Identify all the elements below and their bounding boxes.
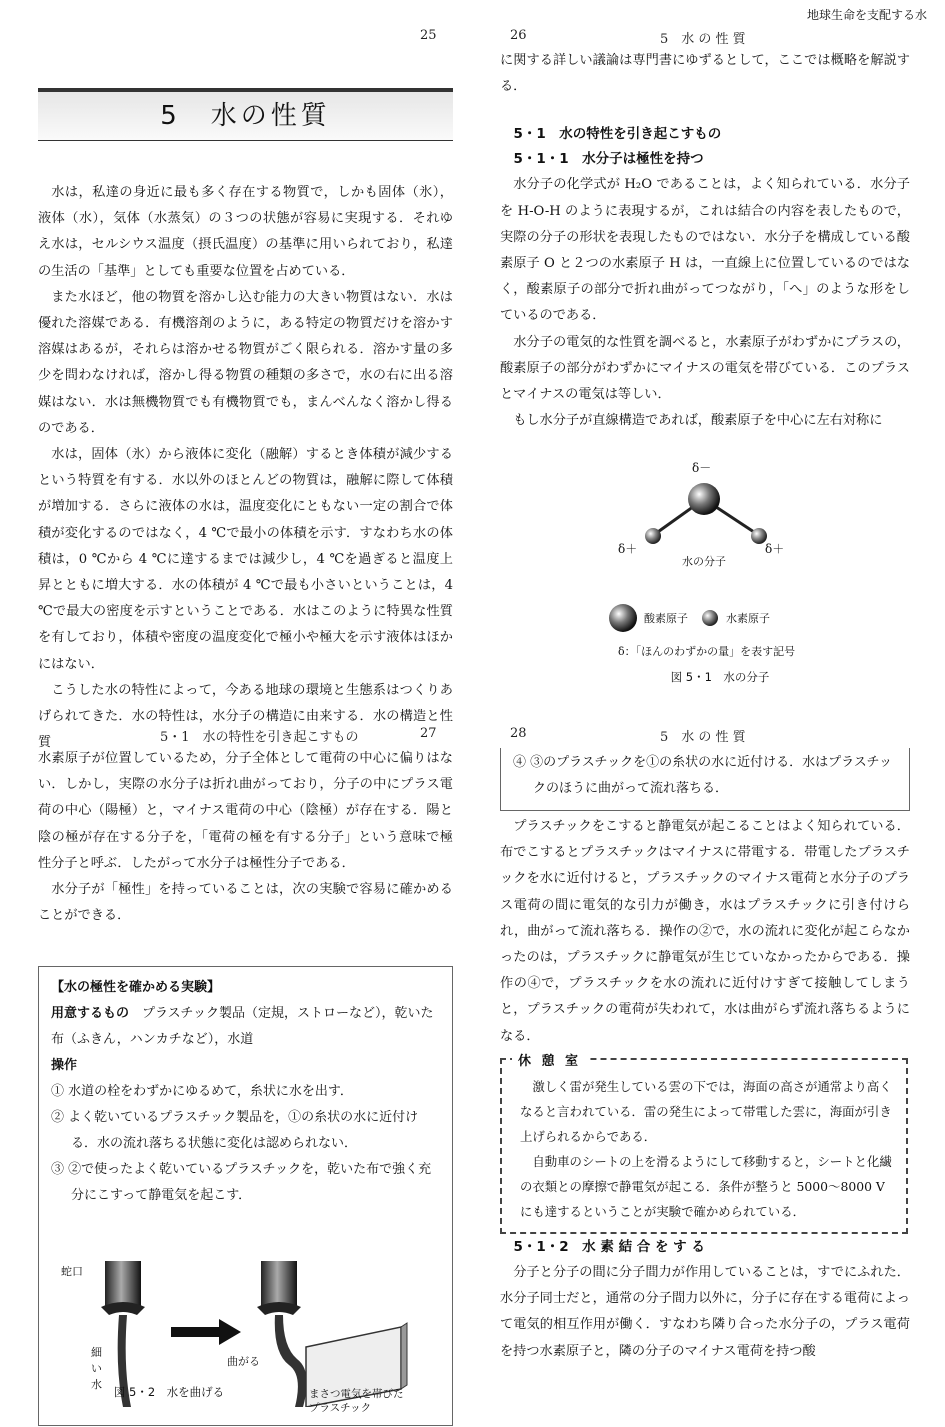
paragraph: 激しく雷が発生している雲の下では，海面の高さが通常より高くなると言われている．雷の発生によって帯電した雲に，海面が引き上げられるからである．	[520, 1079, 892, 1144]
delta-minus-label: δ－	[692, 461, 712, 475]
paragraph: こうした水の特性によって，今ある地球の環境と生態系はつくりあげられてきた．水の特性は，水分子の構造に由来する．水の構造と性質	[38, 682, 453, 751]
paragraph: もし水分子が直線構造であれば，酸素原子を中心に左右対称に	[513, 413, 883, 429]
paragraph: また水ほど，他の物質を溶かし込む能力の大きい物質はない．水は優れた溶媒である．有機溶剤のように，ある特定の物質だけを溶かす溶媒はあるが，それらは溶かせる物質がごく限られる．溶かす量の多少を問わなければ，溶かし得る物質の種類の多さで，水の右に出る溶媒はない．水は無機物質でも有機物質でも，まんべんなく溶かし得るのである．	[38, 289, 453, 436]
bend-label: 曲がる	[227, 1355, 260, 1368]
experiment-box	[38, 966, 453, 1426]
hydrogen-legend-icon	[700, 608, 720, 628]
paragraph: 水は，私達の身近に最も多く存在する物質で，しかも固体（氷），液体（水），気体（水蒸気）の３つの状態が容易に実現する．それゆえ水は，セルシウス温度（摂氏温度）の基準に用いられており，私達の生活の「基準」としても重要な位置を占めている．	[38, 185, 453, 279]
running-header: 5 水 の 性 質	[660, 730, 746, 745]
delta-plus-label: δ＋	[765, 542, 785, 556]
paragraph: 分子と分子の間に分子間力が作用していることは，すでにふれた．水分子同士だと，通常の分子間力以外に，分子に存在する電荷によって電気的相互作用が働く．すなわち隣り合った水分子の，プラス電荷を持つ水素原子と，隣の分子のマイナス電荷を持つ酸	[500, 1265, 910, 1359]
rest-room-box	[500, 1054, 908, 1234]
section-heading: 5・1 水の特性を引き起こすもの	[513, 126, 722, 143]
thin-water-label: 細い水	[91, 1346, 102, 1391]
paragraph: プラスチックをこすると静電気が起こることはよく知られている．布でこするとプラスチックはマイナスに帯電する．帯電したプラスチックを水に近付けると，プラスチックのマイナス電荷と水分子のプラス電荷の間に電気的な引力が働き，水はプラスチックに引き付けられ，曲がって流れ落ちる．操作の②で，水の流れに変化が起こらなかったのは，プラスチックに静電気が生じていなかったからである．操作の④で，プラスチックを水の流れに近付けすぎて接触してしまうと，プラスチックの電荷が失われて，水は曲がらず流れ落ちるようになる．	[500, 819, 910, 1044]
faucet-icon	[261, 1261, 297, 1307]
procedure-steps	[51, 1079, 440, 1209]
paragraph: 水分子の化学式が H₂O であることは，よく知られている．水分子を H-O-H のように表現するが，これは結合の内容を表したもので，実際の分子の形状を表現したものではない．水分子を構成している酸素原子 O と２つの水素原子 H は，一直線上に位置しているのではなく，酸素原子の部分で折れ曲がってつながり，「へ」のような形をしているのである．	[500, 177, 910, 324]
running-header: 5・1 水の特性を引き起こすもの	[160, 730, 359, 745]
molecule-label: 水の分子	[682, 555, 726, 568]
top-right-header: 地球生命を支配する水	[806, 8, 927, 22]
step4-box	[500, 748, 910, 811]
figure-caption: 図 5・2 水を曲げる	[113, 1385, 225, 1399]
page-number: 27	[420, 726, 437, 741]
materials	[51, 1001, 440, 1053]
experiment-title: 【水の極性を確かめる実験】	[51, 980, 221, 995]
hydrogen-atom	[645, 528, 661, 544]
rest-room-title: 休 憩 室	[512, 1049, 587, 1074]
paragraph: 水素原子が位置しているため，分子全体として電荷の中心に偏りはない．しかし，実際の水分子は折れ曲がっており，分子の中にプラス電荷の中心（陽極）と，マイナス電荷の中心（陰極）が存在する．陽と陰の極が存在する分子を，「電荷の極を有する分子」という意味で極性分子と呼ぶ．したがって水分子は極性分子である．	[38, 751, 453, 871]
page-28	[500, 712, 910, 1402]
plastic-label-2: プラスチック	[309, 1402, 372, 1414]
body-text	[38, 746, 453, 929]
faucet-icon	[105, 1261, 141, 1307]
faucet-label: 蛇口	[61, 1265, 83, 1278]
body-text	[500, 1234, 910, 1365]
figure-legend	[608, 603, 770, 633]
materials-label: 用意するもの	[51, 1006, 130, 1021]
page-26	[500, 0, 910, 700]
oxygen-legend-icon	[608, 603, 638, 633]
body-text	[500, 48, 910, 434]
step-item: ② よく乾いているプラスチック製品を，①の糸状の水に近付ける．水の流れ落ちる状態に変化は認められない．	[51, 1110, 419, 1151]
paragraph: 水分子の電気的な性質を調べると，水素原子がわずかにプラスの，酸素原子の部分がわずかにマイナスの電気を帯びている．このプラスとマイナスの電気は等しい．	[500, 334, 910, 403]
paragraph: 水は，固体（氷）から液体に変化（融解）するとき体積が減少するという特質を有する．水以外のほとんどの物質は，融解に際して体積が増加する．さらに液体の水は，温度変化にともない一定の割合で体積が変化するのではなく，4 ℃で最小の体積を示す．すなわち水の体積は，0 ℃から 4 ℃に達するまでは減少し，4 ℃を過ぎると温度上昇とともに増大する．水の体積が 4 ℃で最も小さいということは，4 ℃で最大の密度を示すということである．水はこのように特異な性質を有しており，体積や密度の温度変化で極小や極大を示す液体はほかにはない．	[38, 447, 453, 672]
paragraph: 水分子が「極性」を持っていることは，次の実験で容易に確かめることができる．	[38, 882, 453, 924]
paragraph: に関する詳しい議論は専門書にゆずるとして，ここでは概略を解説する．	[500, 53, 910, 95]
step-item: ③ ②で使ったよく乾いているプラスチックを，乾いた布で強く充分にこすって静電気を起こす．	[51, 1162, 432, 1203]
chapter-title: 5 水の性質	[38, 88, 453, 141]
page-number: 28	[510, 726, 527, 741]
figure-caption: 図 5・1 水の分子	[670, 670, 770, 684]
subsection-heading: 5・1・2 水 素 結 合 を す る	[513, 1239, 705, 1255]
body-text	[500, 814, 910, 1050]
body-text	[38, 180, 453, 756]
step-item: ① 水道の栓をわずかにゆるめて，糸状に水を出す．	[51, 1084, 353, 1099]
subsection-heading: 5・1・1 水分子は極性を持つ	[513, 151, 704, 168]
legend-oxygen-label: 酸素原子	[644, 612, 688, 625]
oxygen-atom	[688, 483, 720, 515]
water-molecule-figure	[590, 455, 850, 690]
arrow-right-icon	[171, 1319, 241, 1345]
legend-hydrogen-label: 水素原子	[726, 612, 770, 625]
page-27	[38, 712, 453, 1414]
delta-plus-label: δ＋	[618, 542, 638, 556]
page-number: 26	[510, 28, 527, 43]
plastic-label-1: まさつ電気を帯びた	[309, 1388, 404, 1400]
figure-note: δ：「ほんのわずかの量」を表す記号	[618, 645, 796, 658]
page-number: 25	[420, 28, 437, 43]
procedure-label: 操作	[51, 1058, 78, 1073]
materials-text: プラスチック製品（定規，ストローなど），乾いた布（ふきん，ハンカチなど），水道	[51, 1006, 434, 1047]
running-header: 5 水 の 性 質	[660, 32, 746, 47]
paragraph: 自動車のシートの上を滑るようにして移動すると，シートと化繊の衣類との摩擦で静電気が起こる．条件が整うと 5000〜8000 V にも達するということが実験で確かめられている．	[520, 1154, 892, 1219]
step-item: ④ ③のプラスチックを①の糸状の水に近付ける．水はプラスチックのほうに曲がって流れ落ちる．	[513, 755, 893, 796]
